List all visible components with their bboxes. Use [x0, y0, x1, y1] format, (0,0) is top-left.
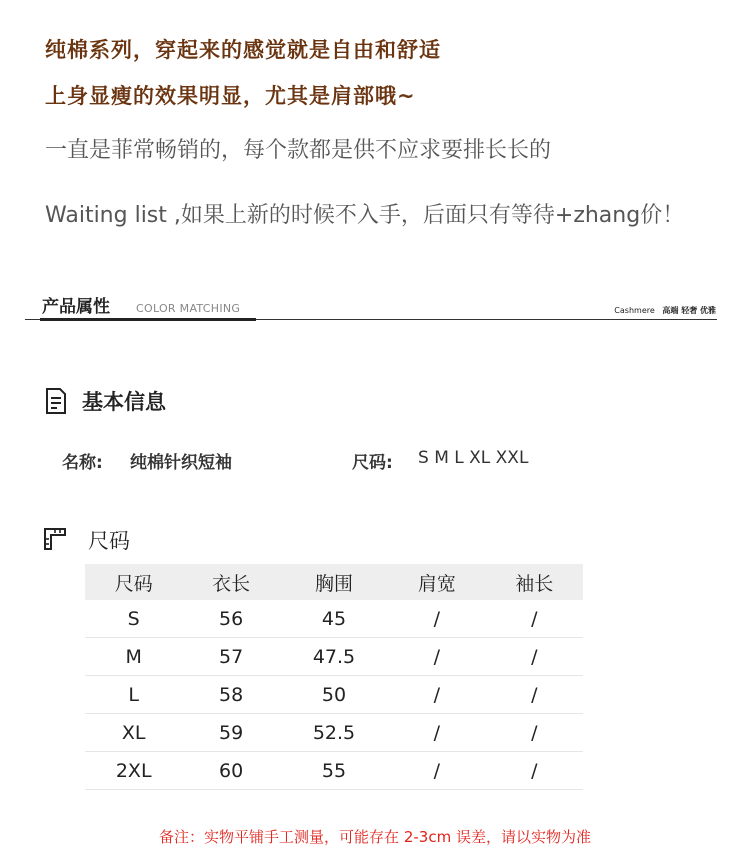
- header-length: 衣长: [182, 564, 279, 600]
- cell-chest: 50: [280, 676, 388, 714]
- table-row: [85, 600, 583, 638]
- cell-chest: 55: [280, 752, 388, 790]
- ruler-icon: [42, 526, 68, 552]
- header-size: 尺码: [85, 564, 182, 600]
- table-row: [85, 752, 583, 790]
- size-label: 尺码:: [352, 453, 393, 473]
- cell-size: 2XL: [85, 752, 182, 790]
- section-divider-accent: [40, 318, 256, 321]
- document-icon: [44, 387, 68, 415]
- cell-shoulder: /: [388, 638, 485, 676]
- section-subtitle: COLOR MATCHING: [136, 302, 241, 315]
- size-chart-title: 尺码: [88, 529, 130, 553]
- cell-shoulder: /: [388, 714, 485, 752]
- header-chest: 胸围: [280, 564, 388, 600]
- cell-length: 56: [182, 600, 279, 638]
- cell-chest: 52.5: [280, 714, 388, 752]
- headline-1: 纯棉系列，穿起来的感觉就是自由和舒适: [45, 38, 441, 62]
- intro-line-1: 一直是菲常畅销的，每个款都是供不应求要排长长的: [45, 138, 552, 163]
- tagline-words: 高端 轻奢 优雅: [662, 306, 716, 315]
- cell-size: L: [85, 676, 182, 714]
- cell-sleeve: /: [486, 600, 583, 638]
- cell-sleeve: /: [486, 714, 583, 752]
- size-table-header: [85, 564, 583, 600]
- name-label: 名称:: [62, 453, 103, 473]
- cell-size: S: [85, 600, 182, 638]
- cell-shoulder: /: [388, 600, 485, 638]
- cell-size: M: [85, 638, 182, 676]
- cell-sleeve: /: [486, 676, 583, 714]
- section-title: 产品属性: [42, 297, 110, 317]
- cell-size: XL: [85, 714, 182, 752]
- table-row: [85, 638, 583, 676]
- cell-length: 57: [182, 638, 279, 676]
- cell-sleeve: /: [486, 752, 583, 790]
- tagline: [614, 305, 716, 316]
- table-row: [85, 676, 583, 714]
- cell-chest: 47.5: [280, 638, 388, 676]
- cell-length: 59: [182, 714, 279, 752]
- headline-2: 上身显瘦的效果明显，尤其是肩部哦~: [45, 84, 416, 108]
- cell-chest: 45: [280, 600, 388, 638]
- size-table: [85, 564, 583, 790]
- measurement-note: 备注：实物平铺手工测量，可能存在 2-3cm 误差，请以实物为准: [159, 828, 591, 846]
- cell-length: 58: [182, 676, 279, 714]
- intro-line-2: Waiting list ,如果上新的时候不入手，后面只有等待+zhang价！: [45, 203, 685, 228]
- name-value: 纯棉针织短袖: [130, 453, 232, 473]
- cell-length: 60: [182, 752, 279, 790]
- cell-shoulder: /: [388, 752, 485, 790]
- cell-shoulder: /: [388, 676, 485, 714]
- size-value: S M L XL XXL: [418, 448, 529, 468]
- table-row: [85, 714, 583, 752]
- cell-sleeve: /: [486, 638, 583, 676]
- tagline-brand: Cashmere: [614, 306, 655, 315]
- basic-info-title: 基本信息: [82, 390, 166, 414]
- header-shoulder: 肩宽: [388, 564, 485, 600]
- header-sleeve: 袖长: [486, 564, 583, 600]
